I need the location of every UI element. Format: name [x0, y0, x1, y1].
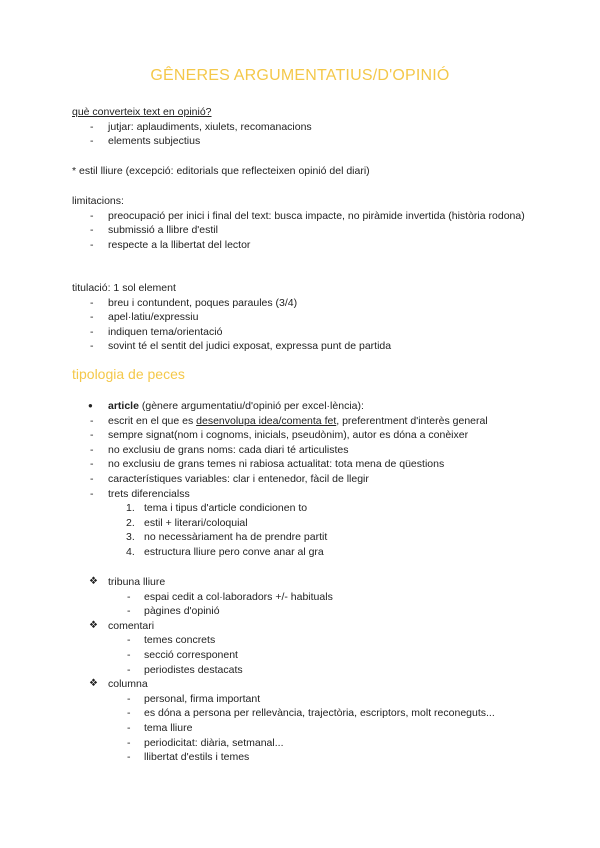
article-desc: (gènere argumentatiu/d'opinió per excel·lència):	[138, 400, 364, 412]
numbered-item	[72, 545, 542, 560]
numbered-item	[72, 530, 542, 545]
section-tipologia-heading	[72, 367, 542, 382]
list-item: - periodistes destacats	[72, 663, 542, 678]
list-item: - temes concrets	[72, 633, 542, 648]
section-heading: tipologia de peces	[72, 366, 185, 382]
numbered-item	[72, 516, 542, 531]
note	[72, 164, 542, 179]
item-text: no necessàriament ha de prendre partit	[144, 531, 328, 544]
section-heading: limitacions:	[72, 195, 124, 207]
item-number: 4.	[126, 545, 135, 558]
diamond-bullet-icon: ❖	[89, 678, 98, 690]
subtype-label: comentari	[108, 619, 155, 632]
section-subtypes	[72, 575, 542, 765]
list-item: - breu i contundent, poques paraules (3/4)	[72, 296, 542, 311]
diamond-item-columna	[72, 677, 542, 692]
list-item: - jutjar: aplaudiments, xiulets, recomanacions	[72, 120, 542, 135]
subtype-label: tribuna lliure	[108, 576, 166, 588]
list-item: - personal, firma important	[72, 692, 542, 707]
subtype-label: columna	[108, 678, 148, 691]
text-fragment: , preferentment d'interès general	[336, 414, 488, 427]
diamond-item-comentari	[72, 619, 542, 634]
list-item: - preocupació per inici i final del text: busca impacte, no piràmide invertida (història rodona)	[72, 209, 542, 224]
list-item: - sovint té el sentit del judici exposat, expressa punt de partida	[72, 339, 542, 354]
diamond-bullet-icon: ❖	[89, 619, 98, 631]
numbered-item	[72, 501, 542, 516]
list-item: - no exclusiu de grans temes ni rabiosa actualitat: tota mena de qüestions	[72, 457, 542, 472]
list-item: - sempre signat(nom i cognoms, inicials, pseudònim), autor es dóna a conèixer	[72, 428, 542, 443]
article-item	[72, 399, 542, 414]
list-item: - no exclusiu de grans noms: cada diari té articulistes	[72, 443, 542, 458]
article-label: article	[108, 400, 139, 412]
list-item: - respecte a la llibertat del lector	[72, 238, 542, 253]
diamond-bullet-icon: ❖	[89, 576, 98, 587]
list-item: - es dóna a persona per rellevància, trajectòria, escriptors, molt reconeguts...	[72, 706, 542, 721]
text-fragment: escrit en el que es	[108, 414, 197, 427]
section-opinion	[72, 105, 542, 149]
list-item: - característiques variables: clar i entenedor, fàcil de llegir	[72, 472, 542, 487]
list-item: - llibertat d'estils i temes	[72, 750, 542, 765]
item-number: 1.	[126, 502, 135, 515]
item-text: estructura lliure pero conve anar al gra	[144, 545, 324, 558]
section-heading: titulació: 1 sol element	[72, 282, 176, 294]
list-item: - periodicitat: diària, setmanal...	[72, 736, 542, 751]
list-item: - espai cedit a col·laboradors +/- habituals	[72, 590, 542, 605]
underlined-text: desenvolupa idea/comenta fet	[196, 414, 337, 427]
section-article	[72, 399, 542, 560]
list-item: - tema lliure	[72, 721, 542, 736]
item-number: 3.	[126, 531, 135, 544]
list-item: - elements subjectius	[72, 134, 542, 149]
list-item: - trets diferencialss	[72, 487, 542, 502]
item-text: tema i tipus d'article condicionen to	[144, 502, 308, 515]
section-heading: què converteix text en opinió?	[72, 106, 212, 118]
list-item: - secció corresponent	[72, 648, 542, 663]
item-number: 2.	[126, 516, 135, 529]
item-text: estil + literari/coloquial	[144, 516, 248, 529]
section-limitacions	[72, 194, 542, 252]
page-title: GÊNERES ARGUMENTATIUS/D'OPINIÓ	[150, 67, 450, 84]
section-titulacio	[72, 281, 542, 354]
diamond-item-tribuna	[72, 575, 542, 590]
list-item: - submissió a llibre d'estil	[72, 223, 542, 238]
note-text: * estil lliure (excepció: editorials que reflecteixen opinió del diari)	[72, 165, 370, 177]
list-item	[72, 414, 542, 429]
list-item: - indiquen tema/orientació	[72, 325, 542, 340]
list-item: - pàgines d'opinió	[72, 604, 542, 619]
list-item: - apel·latiu/expressiu	[72, 310, 542, 325]
